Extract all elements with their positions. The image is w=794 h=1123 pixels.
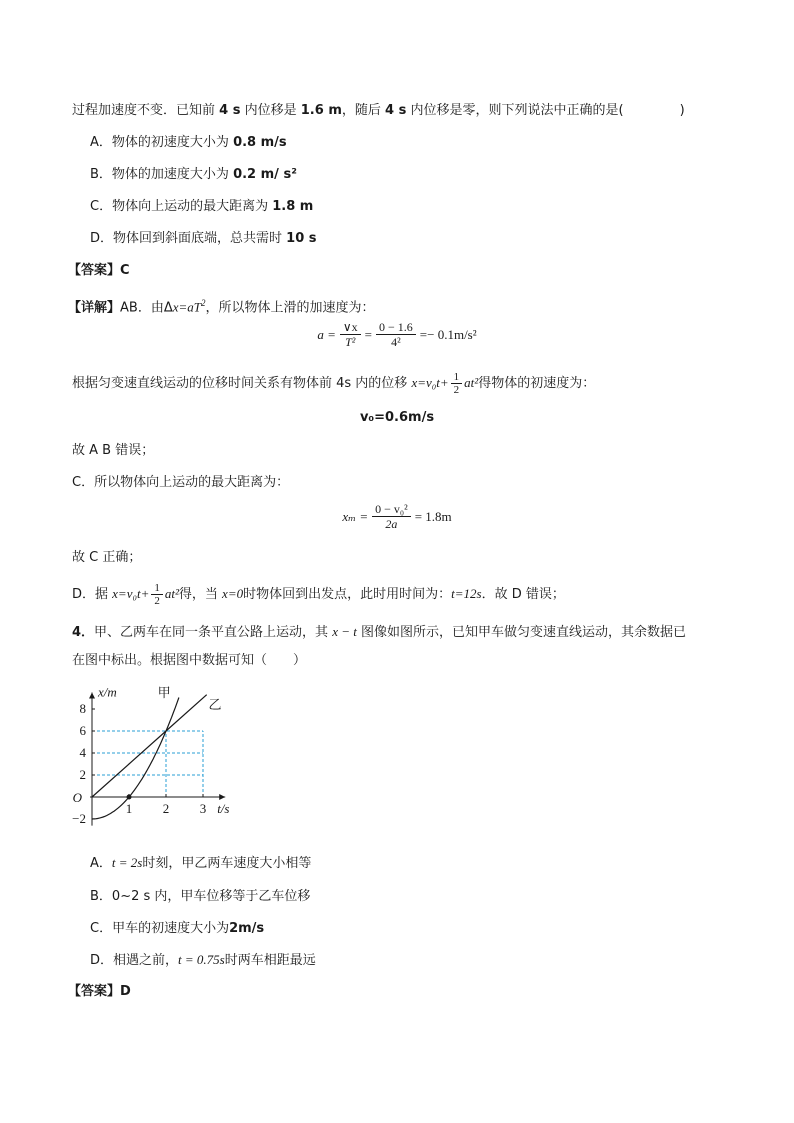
q4-stem-line1: 4．甲、乙两车在同一条平直公路上运动，其 x − t 图像如图所示，已知甲车做匀变速直线运动，其余数据已	[72, 624, 687, 640]
y-tick-label-6: 6	[79, 723, 86, 738]
q3-equation-distance: xₘ = $\frac{\text{0 − v₀²}}{2a}$ = 1.8m	[342, 502, 452, 531]
q4-option-c[interactable]: C．甲车的初速度大小为2m/s	[90, 921, 265, 936]
q3-intro: 过程加速度不变．已知前 4 s 内位移是 1.6 m，随后 4 s 内位移是零，则下列说法中正确的是( )	[72, 103, 685, 118]
q3-option-a[interactable]: A．物体的初速度大小为 0.8 m/s	[90, 135, 287, 150]
q3-conclusion-c: 故 C 正确；	[72, 550, 142, 565]
q4-option-a[interactable]: A．t = 2s时刻，甲乙两车速度大小相等	[90, 855, 312, 871]
q4-stem-line2: 在图中标出。根据图中数据可知（ ）	[72, 653, 307, 668]
q4-answer: 【答案】D	[68, 984, 131, 999]
q3-initial-velocity: v₀=0.6m/s	[359, 410, 435, 425]
point-0	[127, 795, 132, 800]
q3-option-d[interactable]: D．物体回到斜面底端，总共需时 10 s	[90, 231, 317, 246]
y-tick-label-4: 4	[79, 745, 86, 760]
q4-option-b[interactable]: B．0~2 s 内，甲车位移等于乙车位移	[90, 889, 311, 904]
q3-option-c[interactable]: C．物体向上运动的最大距离为 1.8 m	[90, 199, 314, 214]
q3-detail-c: C．所以物体向上运动的最大距离为：	[72, 475, 290, 490]
q3-detail-line1: 【详解】AB．由$\Delta x=aT^2$，所以物体上滑的加速度为：	[68, 298, 375, 316]
q3-distance1: 1.6 m	[300, 103, 342, 118]
q3-detail-line2: 根据匀变速直线运动的位移时间关系有物体前 4s 内的位移 x=v₀t+ $\frac{1}{2}$ at²得物体的初速度为：	[72, 371, 596, 396]
y-tick-label-2: 2	[79, 767, 86, 782]
series-label-yi: 乙	[208, 698, 222, 713]
x-tick-label-3: 3	[199, 801, 207, 816]
xt-graph	[60, 680, 240, 840]
q3-time2: 4 s	[385, 103, 407, 118]
q3-time1: 4 s	[219, 103, 241, 118]
q3-answer: 【答案】C	[68, 263, 130, 278]
x-tick-label-1: 1	[125, 801, 133, 816]
q3-detail-d: D．据 x=v₀t+ $\frac{1}{2}$ at²得，当 x=0时物体回到出发点，此时用时间为：t=12s．故 D 错误；	[72, 582, 565, 607]
y-tick-label--2: −2	[72, 811, 86, 826]
q4-option-d[interactable]: D．相遇之前，t = 0.75s时两车相距最远	[90, 952, 316, 968]
origin-label: O	[72, 790, 82, 805]
x-axis-label: t/s	[217, 801, 230, 816]
series-label-jia: 甲	[157, 685, 171, 701]
y-axis-label: x/m	[98, 684, 117, 700]
x-axis-arrow	[219, 794, 225, 800]
series-yi-curve	[92, 695, 207, 797]
q3-option-b[interactable]: B．物体的加速度大小为 0.2 m/ s²	[90, 167, 297, 182]
y-axis-arrow	[89, 693, 95, 699]
y-tick-label-8: 8	[79, 701, 86, 716]
q3-equation-acceleration: a = $\frac{\vee x}{\text{T²}}$ = $\frac{0 - 1.6}{\text{4²}}$ =− 0.1m/s²	[317, 320, 477, 349]
q3-conclusion-ab: 故 A B 错误；	[72, 443, 155, 458]
x-tick-label-2: 2	[162, 801, 170, 816]
